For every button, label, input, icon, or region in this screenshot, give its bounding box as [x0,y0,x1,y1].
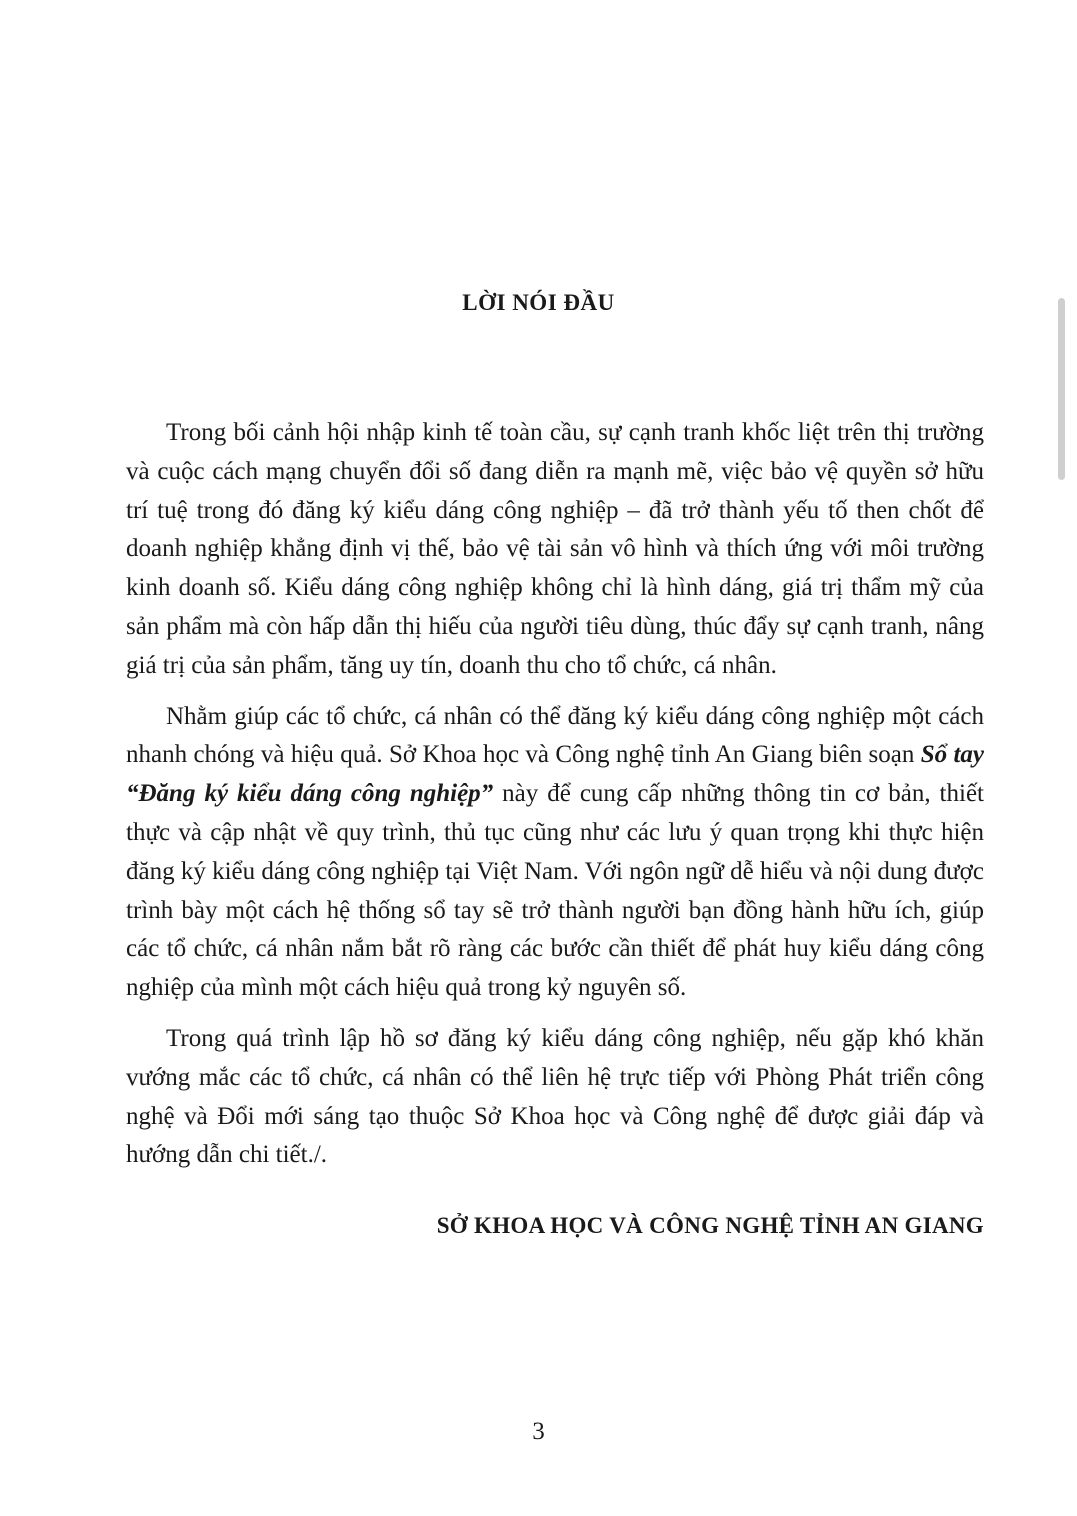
signature: SỞ KHOA HỌC VÀ CÔNG NGHỆ TỈNH AN GIANG [436,1213,984,1238]
page-number: 3 [532,1418,545,1445]
handbook-title: Sổ tay “Đăng ký kiểu dáng công nghiệp” [126,741,984,808]
paragraph-3: Trong quá trình lập hồ sơ đăng ký kiểu dáng công nghiệp, nếu gặp khó khăn vướng mắc các tổ chức, cá nhân có thể liên hệ trực tiếp với Phòng Phát triển công nghệ và Đổi mới sáng tạo thuộc Sở Khoa học và Công nghệ để được giải đáp và hướng dẫn chi tiết./. [126,1024,984,1169]
body-text [126,414,984,1187]
paragraph-1: Trong bối cảnh hội nhập kinh tế toàn cầu, sự cạnh tranh khốc liệt trên thị trường và cuộc cách mạng chuyển đổi số đang diễn ra mạnh mẽ, việc bảo vệ quyền sở hữu trí tuệ trong đó đăng ký kiểu dáng công nghiệp – đã trở thành yếu tố then chốt để doanh nghiệp khẳng định vị thế, bảo vệ tài sản vô hình và thích ứng với môi trường kinh doanh số. Kiểu dáng công nghiệp không chỉ là hình dáng, giá trị thẩm mỹ của sản phẩm mà còn hấp dẫn thị hiếu của người tiêu dùng, thúc đẩy sự cạnh tranh, nâng giá trị của sản phẩm, tăng uy tín, doanh thu cho tổ chức, cá nhân. [126,419,984,679]
paragraph-2 [126,698,984,1008]
page-title: LỜI NÓI ĐẦU [462,290,615,315]
paragraph-2-intro: Nhằm giúp các tổ chức, cá nhân có thể đăng ký kiểu dáng công nghiệp một cách nhanh chóng và hiệu quả. Sở Khoa học và Công nghệ tỉnh An Giang biên soạn [126,702,984,769]
paragraph-2-rest: này để cung cấp những thông tin cơ bản, thiết thực và cập nhật về quy trình, thủ tục cũng như các lưu ý quan trọng khi thực hiện đăng ký kiểu dáng công nghiệp tại Việt Nam. Với ngôn ngữ dễ hiểu và nội dung được trình bày một cách hệ thống sổ tay sẽ trở thành người bạn đồng hành hữu ích, giúp các tổ chức, cá nhân nắm bắt rõ ràng các bước cần thiết để phát huy kiểu dáng công nghiệp của mình một cách hiệu quả trong kỷ nguyên số. [126,780,984,1002]
scrollbar[interactable] [1058,298,1065,480]
